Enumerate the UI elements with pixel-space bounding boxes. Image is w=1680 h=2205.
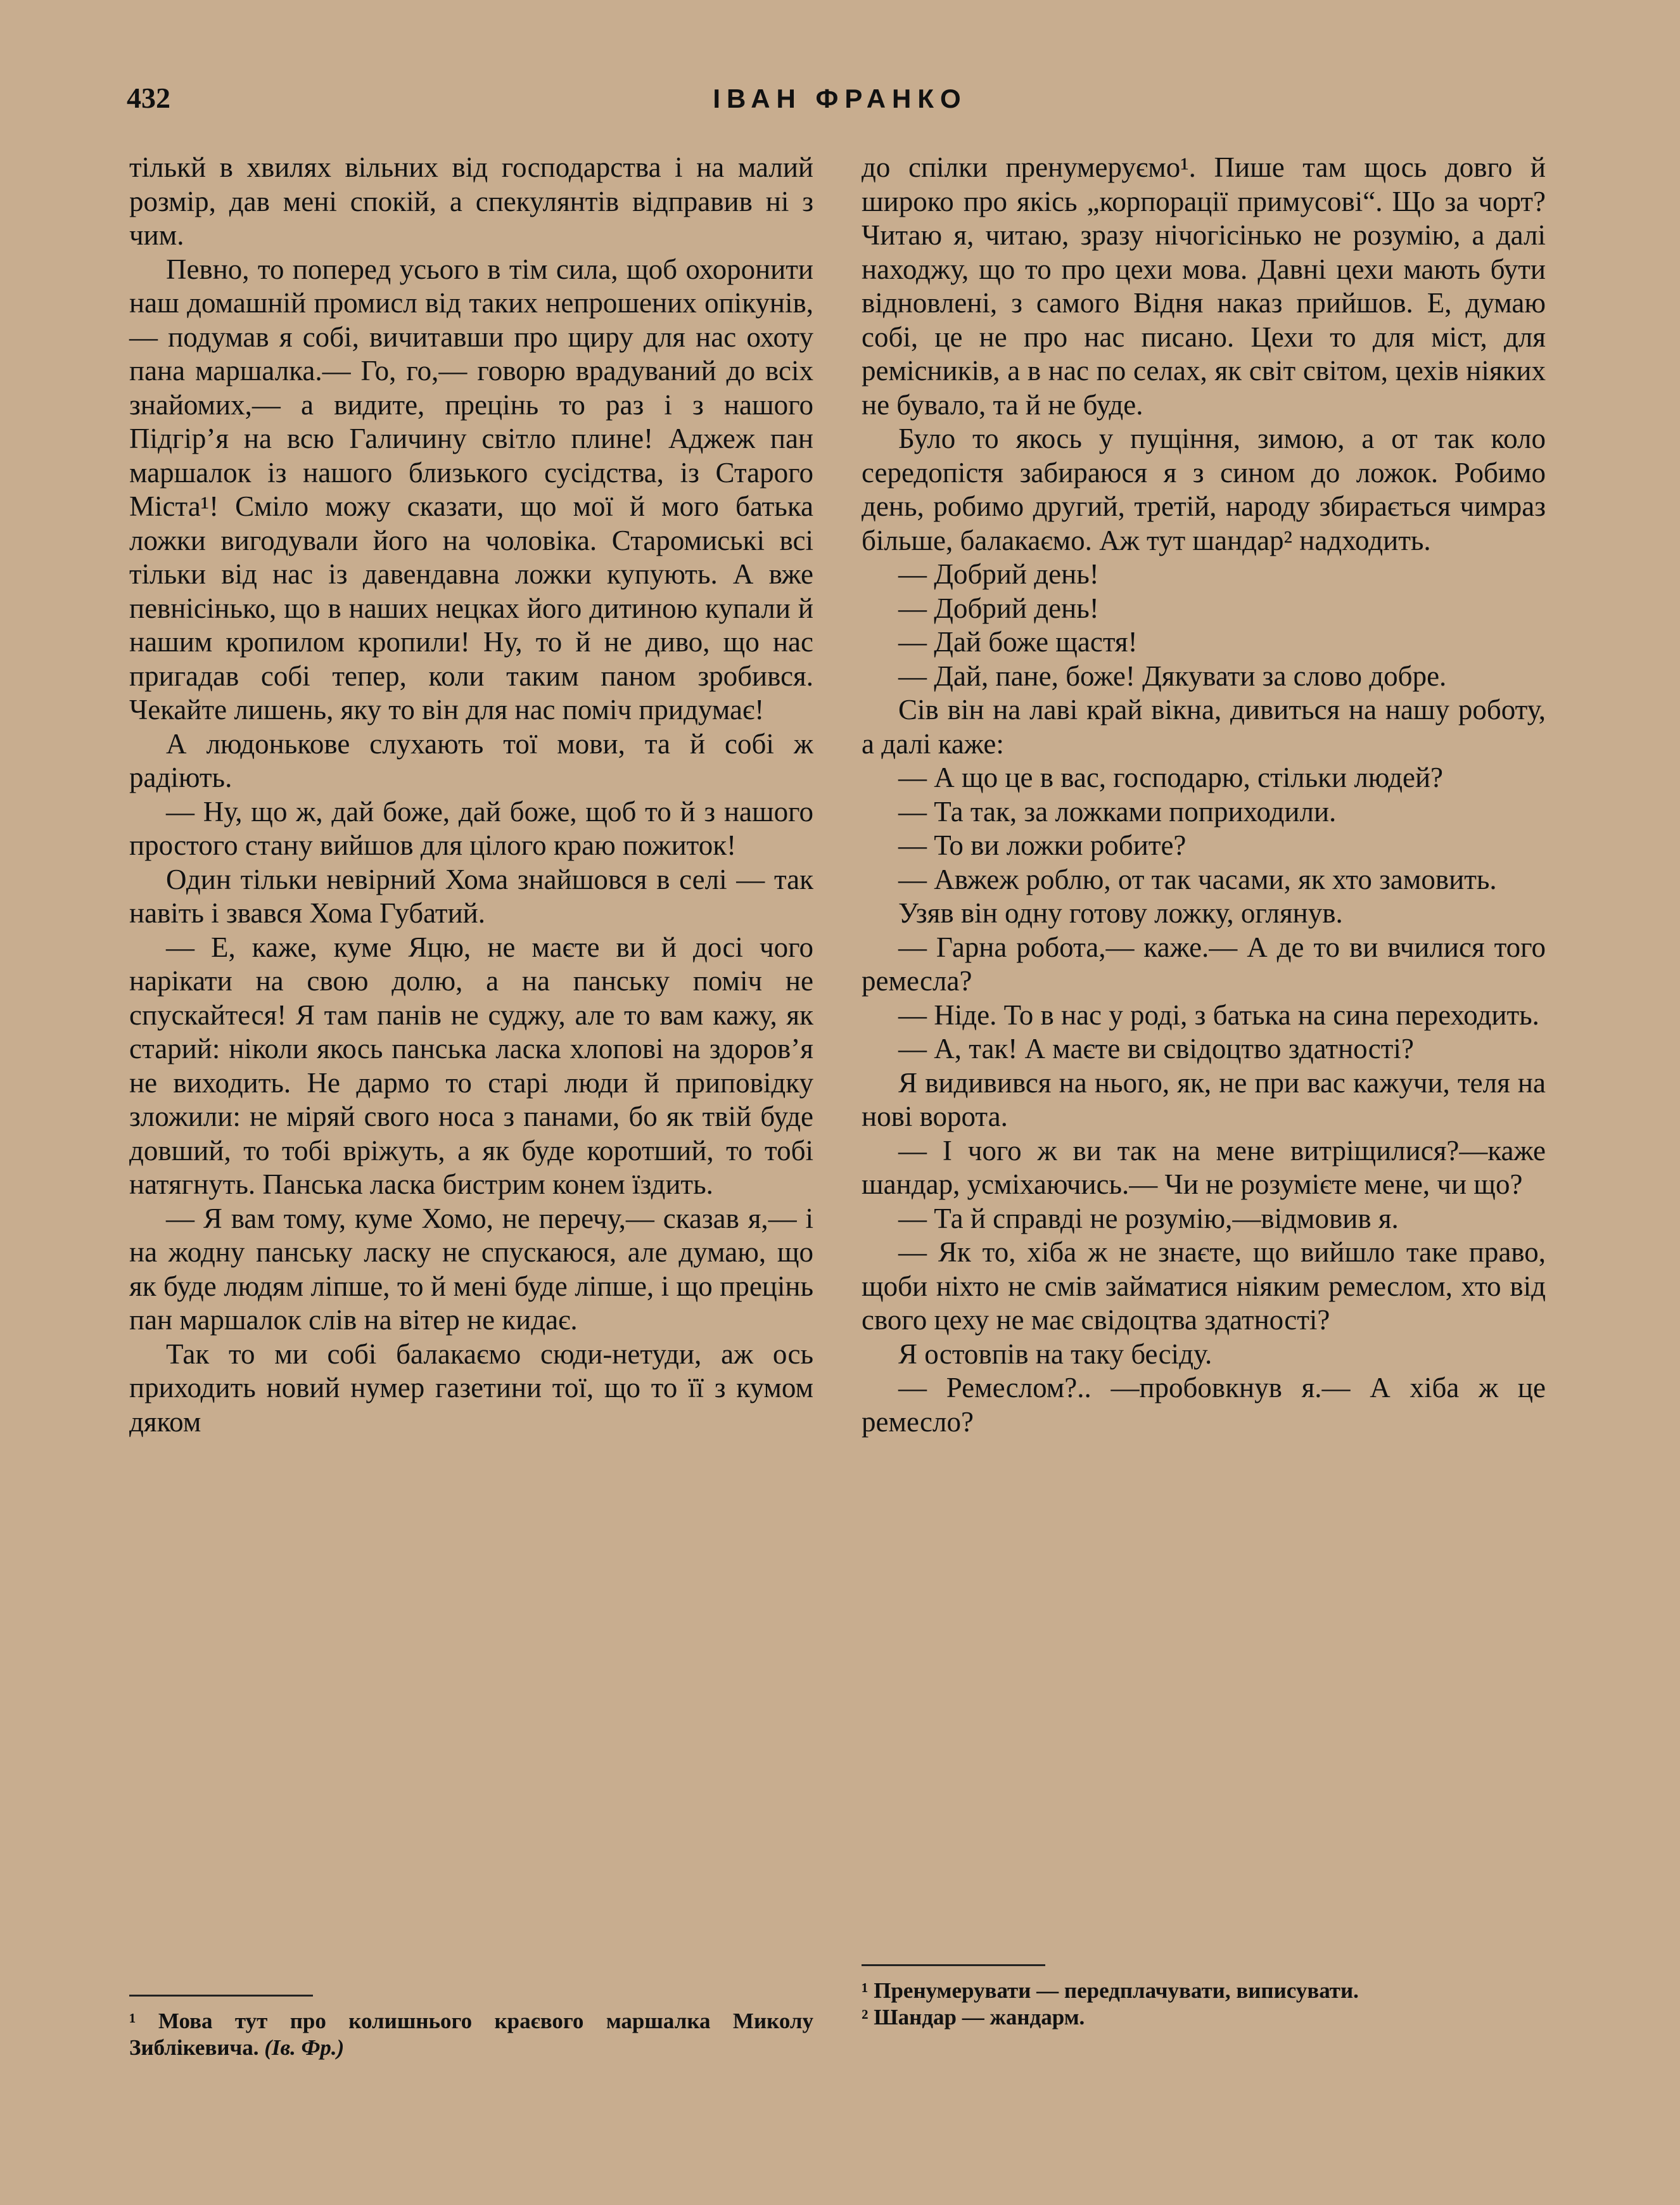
footnote [129, 2008, 813, 2061]
dialogue-line: — Та й справді не розумію,—відмовив я. [898, 1202, 1399, 1234]
footnote-divider [862, 1964, 1045, 1966]
footnote-divider [129, 1995, 313, 1997]
footnote-source: (Ів. Фр.) [264, 2035, 345, 2060]
dialogue-line: — А що це в вас, господарю, стільки людей? [898, 762, 1444, 793]
dialogue-line: — Добрий день! [898, 592, 1099, 624]
footnotes-right [862, 1964, 1546, 2031]
paragraph: — Ну, що ж, дай боже, дай боже, щоб то й з нашого простого стану вийшов для цілого краю пожиток! [129, 795, 813, 861]
dialogue-line: — Авжеж роблю, от так часами, як хто замовить. [898, 863, 1497, 895]
paragraph: Один тільки невірний Хома знайшовся в селі — так навіть і звався Хома Губатий. [129, 863, 813, 929]
dialogue-line: — Добрий день! [898, 558, 1099, 590]
paragraph: Узяв він одну готову ложку, оглянув. [898, 897, 1343, 929]
paragraph: тількй в хвилях вільних від господарства і на малий розмір, дав мені спокій, а спекулянтів відправив ні з чим. [129, 151, 813, 251]
page-number: 432 [127, 82, 170, 114]
paragraph: — Е, каже, куме Яцю, не маєте ви й досі чого нарікати на свою долю, а на панську поміч не спускайтеся! Я там панів не суджу, але то вам кажу, як старий: ніколи якось панська ласка хлопові на здоров’я не виходить. Не дармо то старі люди й приповідку зложили: не міряй свого носа з панами, бо як твій буде довший, то тобі вріжуть, а як буде коротший, то тобі натягнуть. Панська ласка бистрим конем їздить. [129, 931, 813, 1200]
paragraph: Я остовпів на таку бесіду. [898, 1338, 1212, 1370]
running-title: ІВАН ФРАНКО [713, 84, 967, 113]
dialogue-line: — І чого ж ви так на мене витріщилися?—каже шандар, усміхаючись.— Чи не розумієте мене, чи що? [862, 1134, 1546, 1200]
right-column [862, 151, 1546, 1439]
dialogue-line: — Дай, пане, боже! Дякувати за слово добре. [898, 660, 1447, 692]
dialogue-line: — Ремеслом?.. —пробовкнув я.— А хіба ж це ремесло? [862, 1372, 1546, 1438]
paragraph: до спілки пренумеруємо¹. Пише там щось довго й широко про якісь „корпорації примусові“. Що за чорт? Читаю я, читаю, зразу нічогісінько не розумію, а далі находжу, що то про цехи мова. Давні цехи мають бути відновлені, з самого Відня наказ прийшов. Е, думаю собі, це не про нас писано. Цехи то для міст, для ремісників, а в нас по селах, як світ світом, цехів ніяких не бувало, та й не буде. [862, 151, 1546, 421]
dialogue-line: — Ніде. То в нас у роді, з батька на сина переходить. [898, 999, 1539, 1031]
footnote: ¹ Пренумерувати — передплачувати, виписувати. [862, 1978, 1359, 2003]
paragraph: Так то ми собі балакаємо сюди-нетуди, аж ось приходить новий нумер газетини тої, що то її з кумом дяком [129, 1338, 813, 1438]
paragraph: — Я вам тому, куме Хомо, не перечу,— сказав я,— і на жодну панську ласку не спускаюся, але думаю, що як буде людям ліпше, то й мені буде ліпше, і що прецінь пан маршалок слів на вітер не кидає. [129, 1202, 813, 1336]
paragraph: Сів він на лаві край вікна, дивиться на нашу роботу, а далі каже: [862, 694, 1546, 760]
left-column [129, 151, 813, 1439]
paragraph: Я видивився на нього, як, не при вас кажучи, теля на нові ворота. [862, 1066, 1546, 1132]
footnote: ² Шандар — жандарм. [862, 2005, 1085, 2029]
dialogue-line: — Гарна робота,— каже.— А де то ви вчилися того ремесла? [862, 931, 1546, 997]
footnote-text: ¹ Мова тут про колишнього краєвого маршалка Миколу Зиблікевича. [129, 2009, 813, 2060]
dialogue-line: — Як то, хіба ж не знаєте, що вийшло таке право, щоби ніхто не смів займатися ніяким ремеслом, хто від свого цеху не має свідоцтва здатності? [862, 1236, 1546, 1336]
dialogue-line: — Дай боже щастя! [898, 626, 1138, 658]
footnotes-left [129, 1995, 813, 2061]
paragraph: Певно, то поперед усього в тім сила, щоб охоронити наш домашній промисл від таких непрошених опікунів,— подумав я собі, вичитавши про щиру для нас охоту пана маршалка.— Го, го,— говорю врадуваний до всіх знайомих,— а видите, прецінь то раз і з нашого Підгір’я на всю Галичину світло плине! Аджеж пан маршалок із нашого близького сусідства, із Старого Міста¹! Сміло можу сказати, що мої й мого батька ложки вигодували його на чоловіка. Старомиські всі тільки від нас із давендавна ложки купують. А вже певнісінько, що в наших нецках його дитиною купали й нашим кропилом кропили! Ну, то й не диво, що нас пригадав собі тепер, коли таким паном зробився. Чекайте лишень, яку то він для нас поміч придумає! [129, 253, 813, 725]
dialogue-line: — То ви ложки робите? [898, 829, 1187, 861]
paragraph: А людонькове слухають тої мови, та й собі ж радіють. [129, 727, 813, 793]
paragraph: Було то якось у пущіння, зимою, а от так коло середопістя забираюся я з сином до ложок. Робимо день, робимо другий, третій, народу збирається чимраз більше, балакаємо. Аж тут шандар² надходить. [862, 423, 1546, 556]
dialogue-line: — Та так, за ложками поприходили. [898, 795, 1337, 828]
dialogue-line: — А, так! А маєте ви свідоцтво здатності? [898, 1033, 1414, 1064]
page-header [0, 81, 1680, 119]
